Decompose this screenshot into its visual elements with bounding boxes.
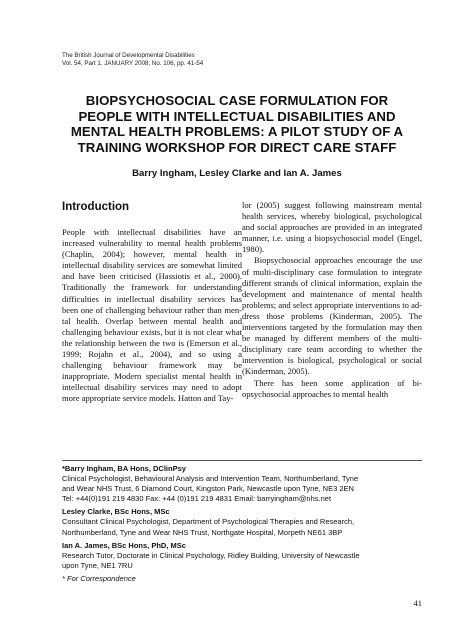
affiliation-line: and Wear NHS Trust, 6 Diamond Court, Kingston Park, Newcastle upon Tyne, NE3 2EN [62,484,354,494]
journal-issue: Vol. 54, Part 1, JANUARY 2008, No. 106, pp. 41-54 [62,60,204,67]
affiliation-line: upon Tyne, NE1 7RU [62,560,133,570]
section-heading: Introduction [62,201,130,213]
affiliation-james [62,541,424,571]
author-affiliations [62,464,424,584]
affiliation-name: *Barry Ingham, BA Hons, DClinPsy [62,464,186,473]
page-number: 41 [413,598,422,608]
title-line: MENTAL HEALTH PROBLEMS: A PILOT STUDY OF A [70,124,404,140]
affiliation-line: Consultant Clinical Psychologist, Department of Psychological Therapies and Research, [62,517,355,527]
footnote-separator [62,460,422,461]
affiliation-ingham [62,464,424,504]
affiliation-clarke [62,507,424,537]
correspondence-note: * For Correspondence [62,573,136,583]
left-column [62,200,242,405]
article-title [40,93,434,156]
paragraph-continued: lor (2005) suggest following mainstream mental health services, whereby biological, psychological and social approaches are provided in an integrated manner, i.e. using a biopsychosocial model (Engel, 1980). [242,200,422,255]
journal-name: The British Journal of Developmental Disabilities [62,52,195,59]
title-line: PEOPLE WITH INTELLECTUAL DISABILITIES AND [78,108,396,124]
title-line: BIOPSYCHOSOCIAL CASE FORMULATION FOR [85,93,389,108]
affiliation-line: Tel: +44(0)191 219 4830 Fax: +44 (0)191 219 4831 Email: barryingham@nhs.net [62,494,332,504]
intro-paragraph: People with intellectual disabilities have an increased vulnerability to mental health problems (Chaplin, 2004); however, mental health in intellectual disability services are somewhat limited and have been criticised (Hassiotis et al., 2000). Traditionally the framework for understanding difficulties in intellectual disability services has been one of challenging behaviour rather than mental health. Overlap between mental health and challenging behaviour exists, but it is not clear what the relationship between the two is (Emerson et al., 1999; Rojahn et al., 2004), and so using a challenging behaviour framework may be inappropriate. Modern specialist mental health in intellectual disability services may need to adopt more appropriate service models. Hatton and Tay- [62,227,242,404]
affiliation-name: Lesley Clarke, BSc Hons, MSc [62,507,170,517]
title-line: TRAINING WORKSHOP FOR DIRECT CARE STAFF [77,140,397,156]
affiliation-name: Ian A. James, BSc Hons, PhD, MSc [62,540,186,550]
affiliation-line: Northumberland, Tyne and Wear NHS Trust, Northgate Hospital, Morpeth NE61 3BP [62,527,343,537]
article-authors: Barry Ingham, Lesley Clarke and Ian A. James [132,168,342,179]
journal-header [62,52,422,68]
paragraph-application: There has been some application of biopsychosocial approaches to mental health [242,377,422,399]
right-column [242,200,422,400]
paragraph-biopsychosocial: Biopsychosocial approaches encourage the use of multi-disciplinary case formulation to integrate different strands of clinical information, explain the development and maintenance of mental health problems; and select appropriate interventions to address those problems (Kinderman, 2005). The interventions targeted by the formulation may then be managed by different members of the multi-disciplinary care team according to whether the intervention is biological, psychological or social (Kinderman, 2005). [242,255,422,377]
affiliation-line: Clinical Psychologist, Behavioural Analysis and Intervention Team, Northumberland, Tyne [62,474,359,484]
affiliation-line: Research Tutor, Doctorate in Clinical Psychology, Ridley Building, University of Newcastle [62,550,360,560]
